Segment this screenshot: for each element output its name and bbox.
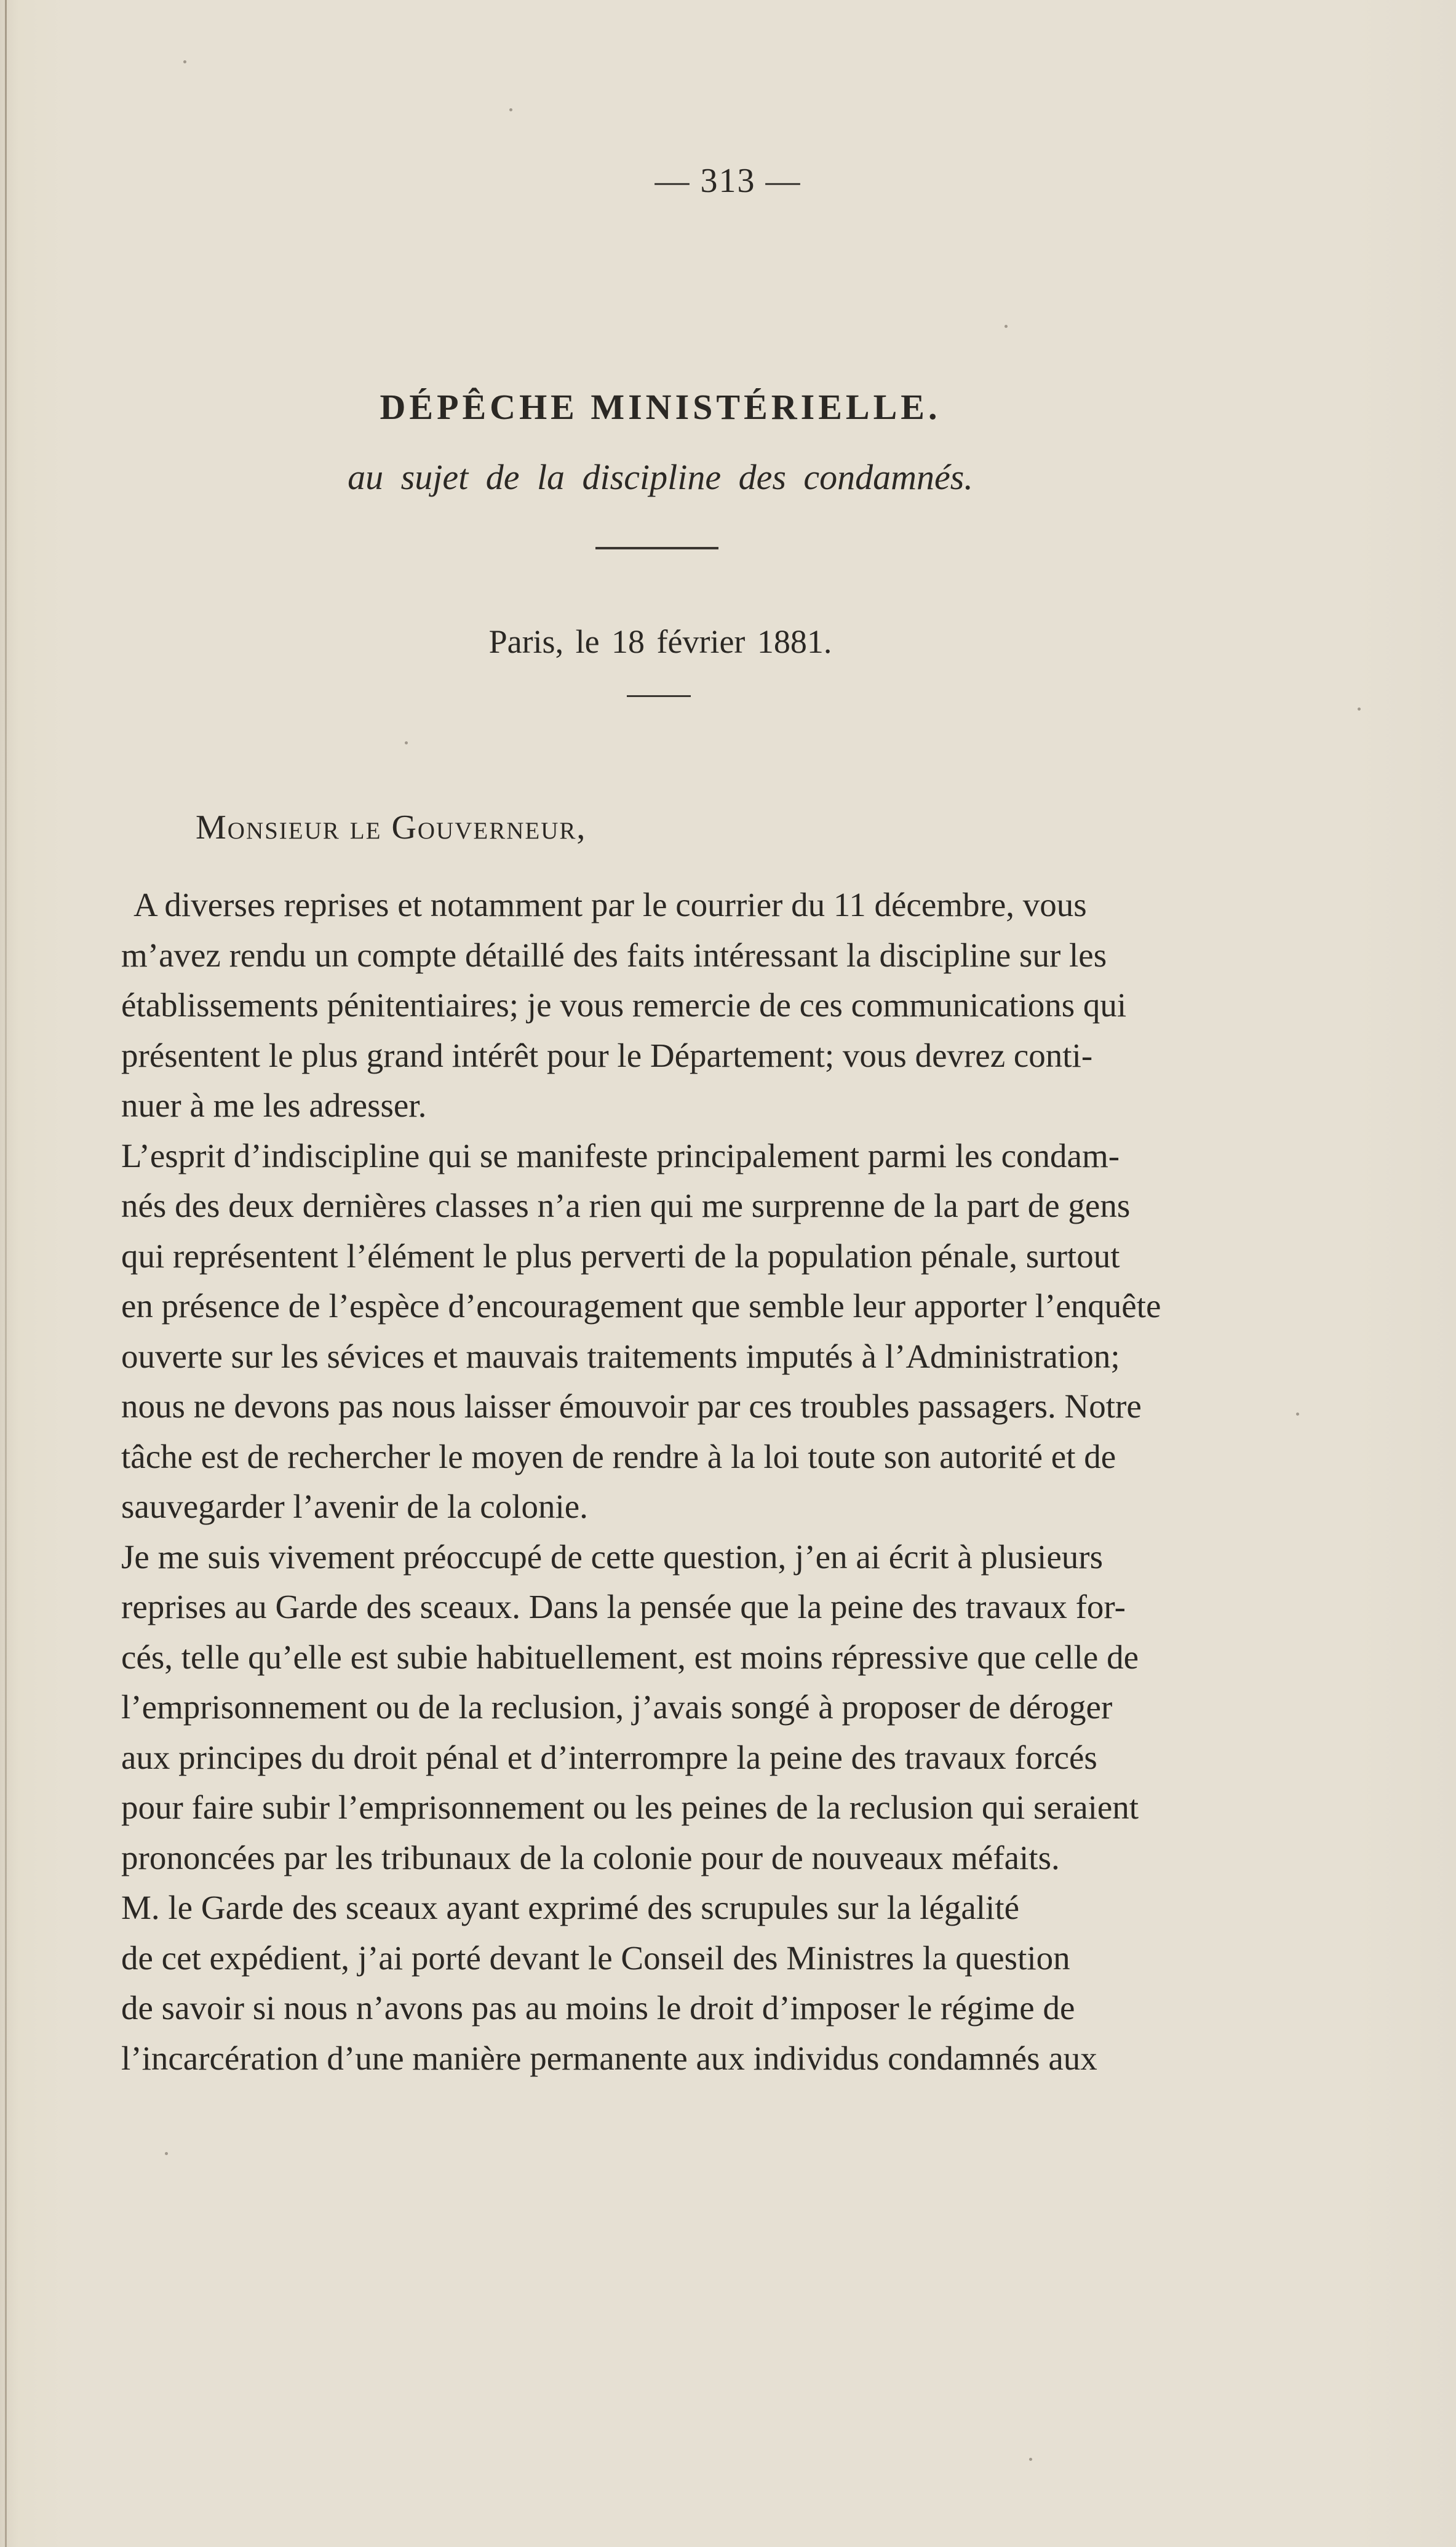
paper-speck [405,741,408,744]
page-edge-shadow [5,0,7,2547]
paper-speck [1029,2458,1032,2461]
text-line: nés des deux dernières classes n’a rien qui me surprenne de la part de gens [121,1187,1131,1224]
text-line: M. le Garde des sceaux ayant exprimé des scrupules sur la légalité [121,1889,1020,1926]
salutation: Monsieur le Gouverneur, [196,808,587,847]
text-line: l’incarcération d’une manière permanente aux individus condamnés aux [121,2039,1097,2077]
paper-speck [509,108,512,111]
text-line: présentent le plus grand intérêt pour le Département; vous devrez conti- [121,1036,1093,1074]
text-line: nous ne devons pas nous laisser émouvoir par ces troubles passagers. Notre [121,1387,1142,1425]
text-line: ouverte sur les sévices et mauvais traitements imputés à l’Administration; [121,1337,1120,1375]
text-line: reprises au Garde des sceaux. Dans la pensée que la peine des travaux for- [121,1588,1126,1625]
paper-speck [1296,1413,1299,1416]
text-line: nuer à me les adresser. [121,1086,427,1124]
separator-rule [595,547,718,549]
page-number: — 313 — [654,162,802,200]
text-line: m’avez rendu un compte détaillé des faits intéressant la discipline sur les [121,936,1107,974]
text-line: cés, telle qu’elle est subie habituellement, est moins répressive que celle de [121,1638,1139,1676]
text-line: tâche est de rechercher le moyen de rendre à la loi toute son autorité et de [121,1437,1116,1475]
text-line: sauvegarder l’avenir de la colonie. [121,1488,588,1525]
text-line: A diverses reprises et notamment par le courrier du 11 décembre, vous [133,886,1087,923]
paper-speck [165,2152,168,2155]
text-line: l’emprisonnement ou de la reclusion, j’avais songé à proposer de déroger [121,1688,1113,1726]
separator-rule-short [627,695,691,697]
text-line: prononcées par les tribunaux de la colonie pour de nouveaux méfaits. [121,1838,1060,1876]
text-line: établissements pénitentiaires; je vous remercie de ces communications qui [121,986,1127,1024]
dateline: Paris, le 18 février 1881. [488,623,832,660]
document-title: DÉPÊCHE MINISTÉRIELLE. [380,387,941,427]
text-line: de savoir si nous n’avons pas au moins le droit d’imposer le régime de [121,1989,1075,2027]
text-line: Je me suis vivement préoccupé de cette question, j’en ai écrit à plusieurs [121,1537,1103,1576]
text-line: qui représentent l’élément le plus perverti de la population pénale, surtout [121,1237,1120,1275]
paper-speck [183,60,186,63]
paper-speck [1004,325,1008,328]
text-line: aux principes du droit pénal et d’interrompre la peine des travaux forcés [121,1738,1097,1776]
text-line: pour faire subir l’emprisonnement ou les peines de la reclusion qui seraient [121,1788,1139,1826]
text-line: en présence de l’espèce d’encouragement que semble leur apporter l’enquête [121,1287,1161,1325]
letter-body [121,880,1253,2083]
text-line: de cet expédient, j’ai porté devant le Conseil des Ministres la question [121,1939,1070,1977]
paper-speck [1358,708,1361,711]
document-subtitle: au sujet de la discipline des condamnés. [348,457,973,497]
text-line: L’esprit d’indiscipline qui se manifeste principalement parmi les condam- [121,1136,1120,1174]
